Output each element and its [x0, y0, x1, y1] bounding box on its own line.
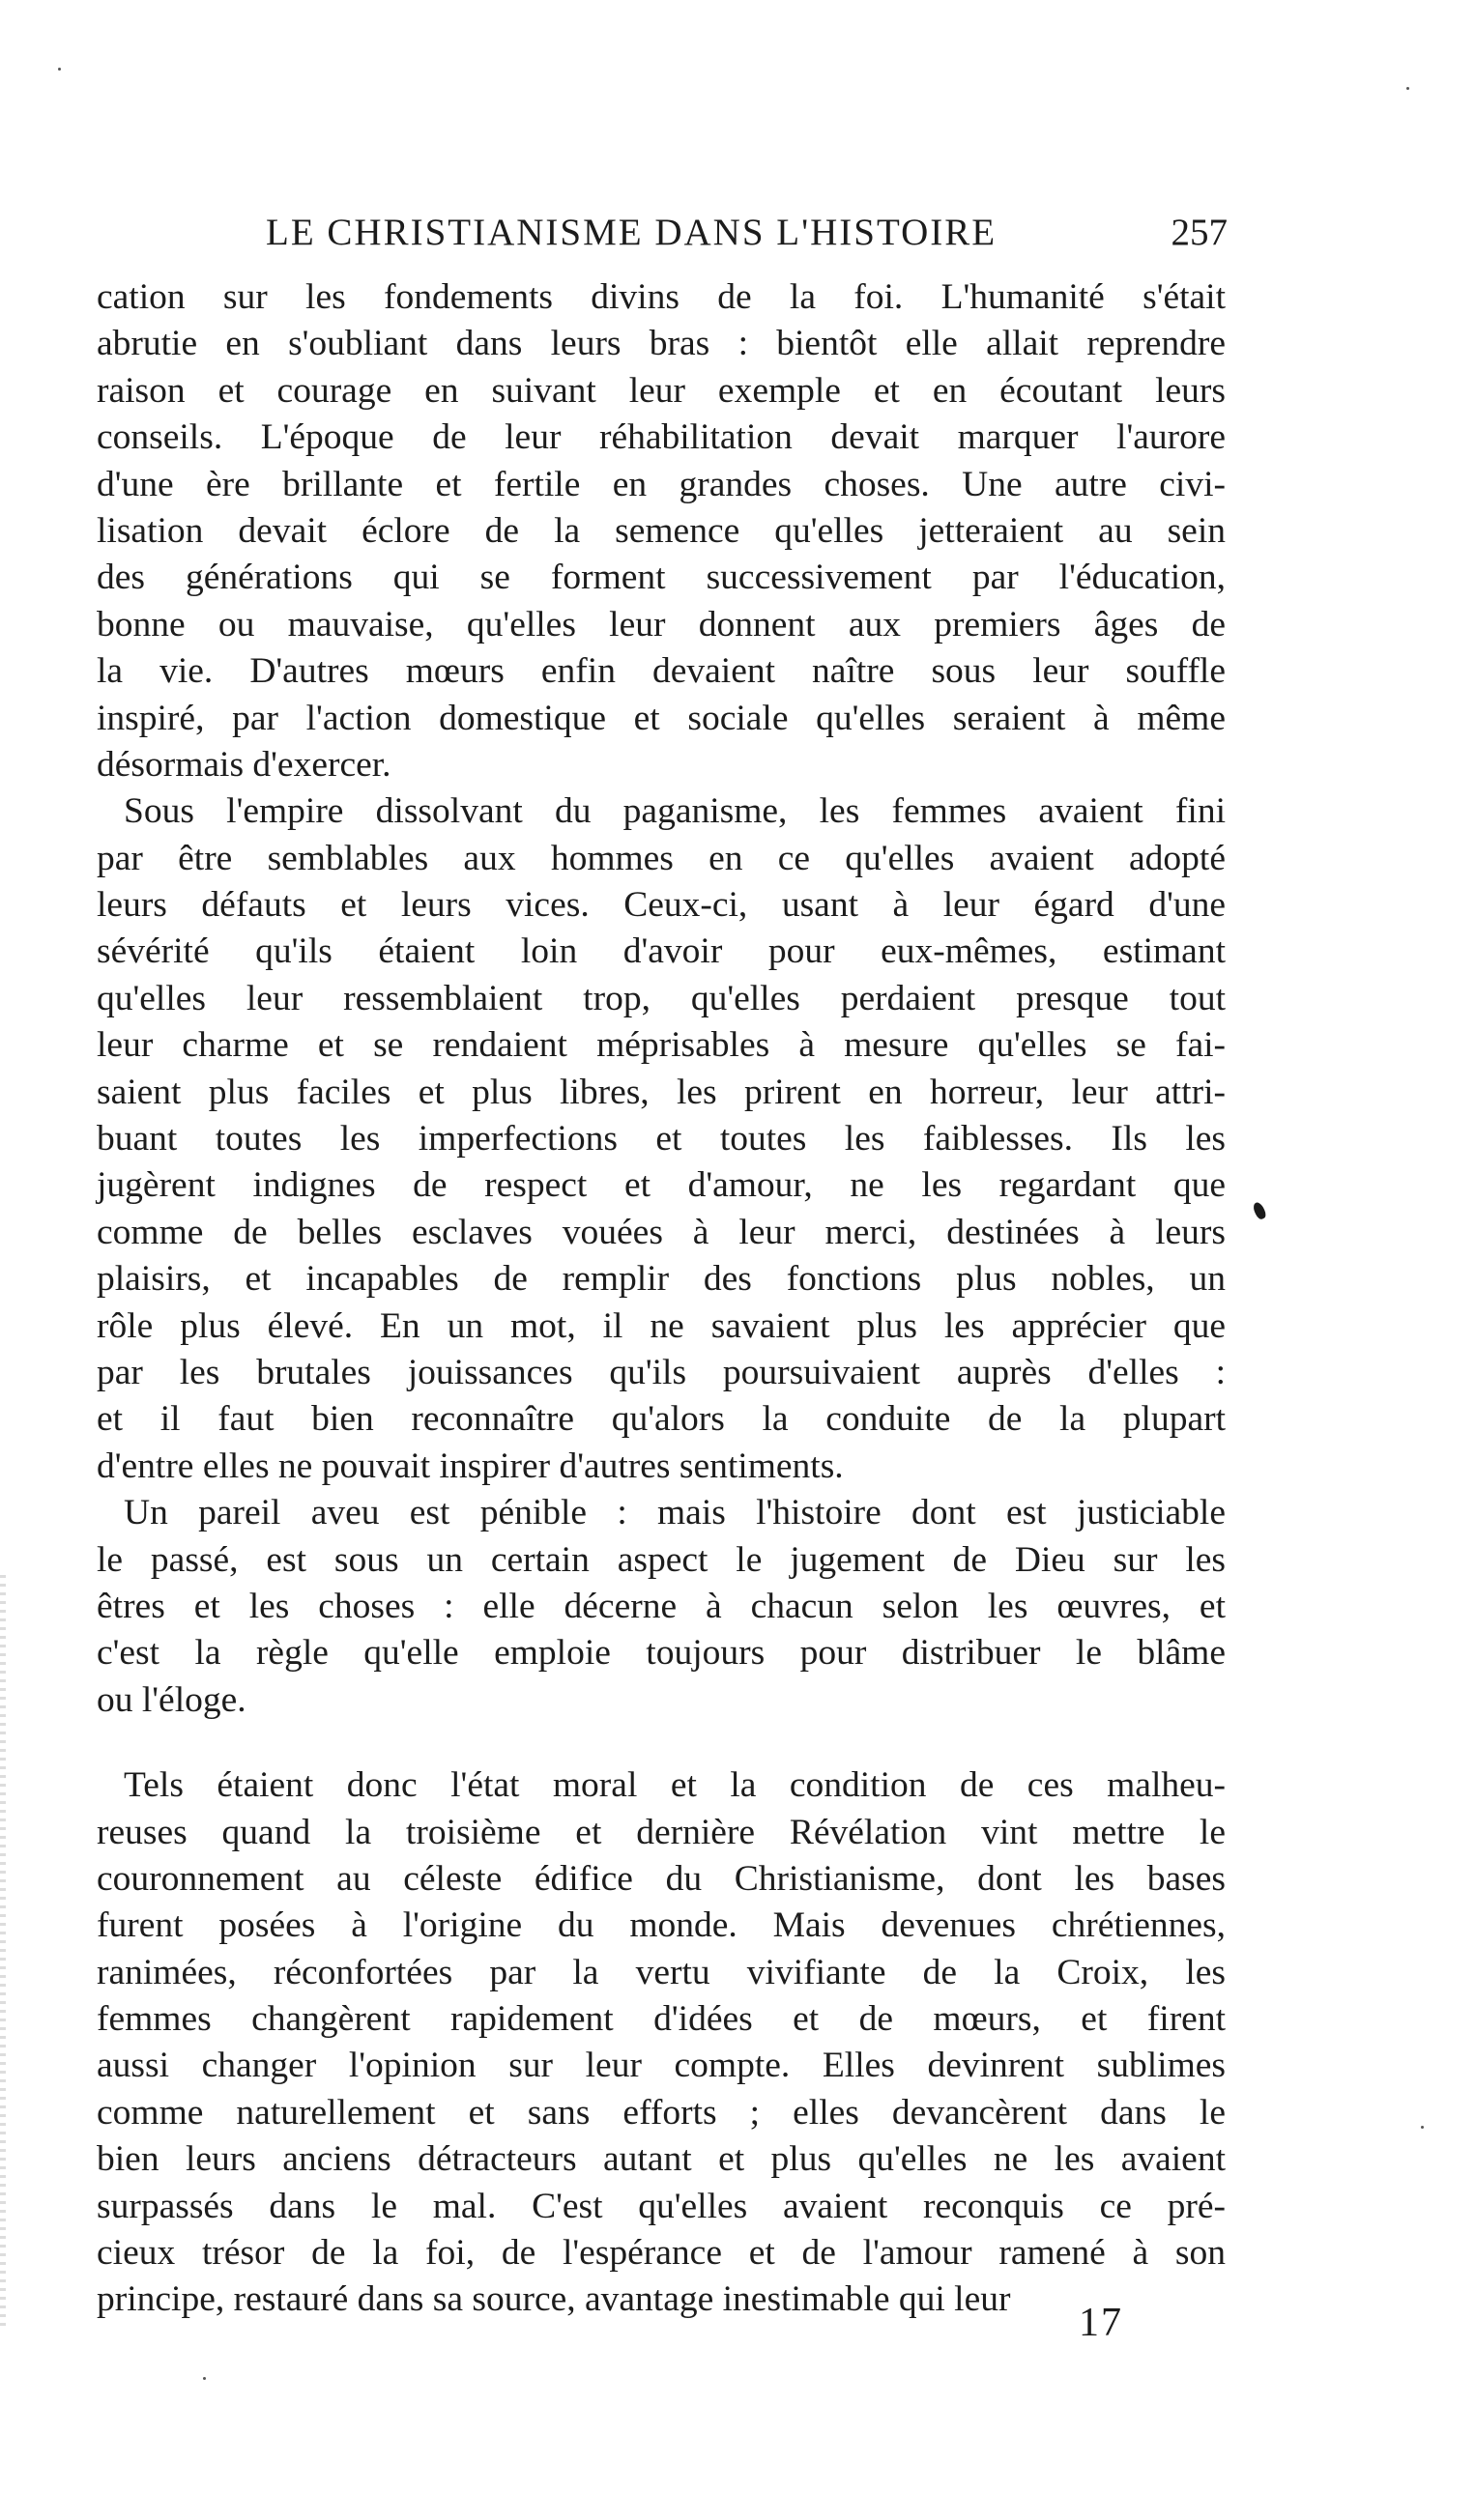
- page-number: 257: [1171, 212, 1228, 253]
- text-line: abrutie en s'oubliant dans leurs bras : bientôt elle allait reprendre: [97, 324, 1226, 364]
- text-line: d'entre elles ne pouvait inspirer d'autres sentiments.: [97, 1446, 844, 1486]
- text-line: le passé, est sous un certain aspect le jugement de Dieu sur les: [97, 1539, 1226, 1580]
- text-line: saient plus faciles et plus libres, les prirent en horreur, leur attri-: [97, 1072, 1226, 1112]
- text-line: des générations qui se forment successivement par l'éducation,: [97, 558, 1226, 598]
- text-line: qu'elles leur ressemblaient trop, qu'elles perdaient presque tout: [97, 978, 1226, 1018]
- speck: [58, 68, 61, 71]
- body-text: [97, 274, 1226, 2324]
- paragraph: [97, 274, 1226, 788]
- text-line: surpassés dans le mal. C'est qu'elles avaient reconquis ce pré-: [97, 2186, 1226, 2226]
- running-title: LE CHRISTIANISME DANS L'HISTOIRE: [266, 212, 998, 253]
- text-line: femmes changèrent rapidement d'idées et de mœurs, et firent: [97, 1999, 1226, 2040]
- text-line: désormais d'exercer.: [97, 744, 391, 785]
- paragraph: [97, 788, 1226, 1490]
- text-line: leurs défauts et leurs vices. Ceux-ci, usant à leur égard d'une: [97, 885, 1226, 926]
- running-head: [97, 211, 1228, 259]
- text-line: principe, restauré dans sa source, avantage inestimable qui leur: [97, 2279, 1011, 2320]
- text-line: cieux trésor de la foi, de l'espérance et de l'amour ramené à son: [97, 2233, 1226, 2274]
- text-line: jugèrent indignes de respect et d'amour, ne les regardant que: [97, 1165, 1226, 1206]
- text-line: buant toutes les imperfections et toutes les faiblesses. Ils les: [97, 1119, 1226, 1160]
- text-line: c'est la règle qu'elle emploie toujours pour distribuer le blâme: [97, 1633, 1226, 1674]
- page-binding-edge: [0, 1575, 6, 2329]
- paragraph: [97, 1490, 1226, 1724]
- text-line: bien leurs anciens détracteurs autant et plus qu'elles ne les avaient: [97, 2139, 1226, 2180]
- speck: [1421, 2126, 1424, 2129]
- text-line: par les brutales jouissances qu'ils poursuivaient auprès d'elles :: [97, 1352, 1226, 1392]
- text-line: reuses quand la troisième et dernière Révélation vint mettre le: [97, 1812, 1226, 1852]
- text-line: raison et courage en suivant leur exemple et en écoutant leurs: [97, 370, 1226, 411]
- text-line: ou l'éloge.: [97, 1679, 246, 1720]
- text-line: Un pareil aveu est pénible : mais l'histoire dont est justiciable: [124, 1493, 1226, 1533]
- text-line: d'une ère brillante et fertile en grandes choses. Une autre civi-: [97, 464, 1226, 504]
- speck: [1406, 87, 1409, 90]
- signature-mark: 17: [1079, 2301, 1123, 2345]
- text-line: conseils. L'époque de leur réhabilitation devait marquer l'aurore: [97, 417, 1226, 458]
- text-line: furent posées à l'origine du monde. Mais devenues chrétiennes,: [97, 1905, 1226, 1946]
- text-line: et il faut bien reconnaître qu'alors la conduite de la plupart: [97, 1399, 1226, 1440]
- text-line: ranimées, réconfortées par la vertu vivifiante de la Croix, les: [97, 1952, 1226, 1992]
- text-line: bonne ou mauvaise, qu'elles leur donnent aux premiers âges de: [97, 604, 1226, 644]
- text-line: couronnement au céleste édifice du Christianisme, dont les bases: [97, 1858, 1226, 1899]
- text-line: Sous l'empire dissolvant du paganisme, les femmes avaient fini: [124, 791, 1226, 832]
- ink-blot-mark: [1252, 1201, 1268, 1221]
- text-line: rôle plus élevé. En un mot, il ne savaient plus les apprécier que: [97, 1305, 1226, 1346]
- text-line: aussi changer l'opinion sur leur compte. Elles devinrent sublimes: [97, 2046, 1226, 2086]
- text-line: êtres et les choses : elle décerne à chacun selon les œuvres, et: [97, 1586, 1226, 1626]
- text-line: comme naturellement et sans efforts ; elles devancèrent dans le: [97, 2092, 1226, 2133]
- text-line: par être semblables aux hommes en ce qu'elles avaient adopté: [97, 838, 1226, 878]
- text-line: plaisirs, et incapables de remplir des fonctions plus nobles, un: [97, 1259, 1226, 1300]
- text-line: comme de belles esclaves vouées à leur merci, destinées à leurs: [97, 1212, 1226, 1252]
- text-line: sévérité qu'ils étaient loin d'avoir pour eux-mêmes, estimant: [97, 931, 1226, 972]
- text-line: Tels étaient donc l'état moral et la condition de ces malheu-: [124, 1765, 1226, 1806]
- text-line: cation sur les fondements divins de la foi. L'humanité s'était: [97, 277, 1226, 317]
- text-line: leur charme et se rendaient méprisables à mesure qu'elles se fai-: [97, 1025, 1226, 1066]
- text-line: la vie. D'autres mœurs enfin devaient naître sous leur souffle: [97, 651, 1226, 692]
- text-line: inspiré, par l'action domestique et sociale qu'elles seraient à même: [97, 698, 1226, 738]
- paragraph: [97, 1762, 1226, 2324]
- speck: [203, 2377, 206, 2380]
- text-line: lisation devait éclore de la semence qu'elles jetteraient au sein: [97, 510, 1226, 551]
